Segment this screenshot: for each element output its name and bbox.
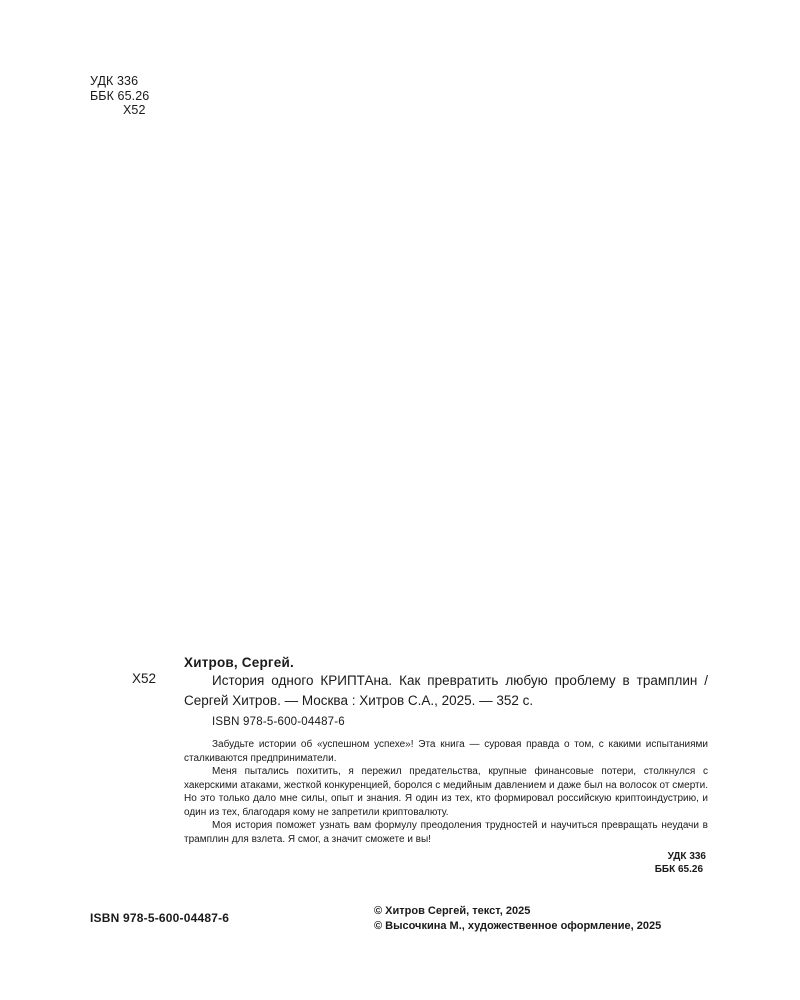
udk-code: УДК 336 (90, 74, 139, 88)
annotation-paragraph: Забудьте истории об «успешном успехе»! Эта книга — суровая правда о том, с какими испытаниями сталкиваются предприниматели. (184, 739, 708, 764)
annotation (184, 738, 708, 846)
card-udk: УДК 336 (667, 851, 706, 862)
card-bbk: ББК 65.26 (654, 864, 703, 875)
annotation-paragraph: Меня пытались похитить, я пережил предательства, крупные финансовые потери, столкнулся с хакерскими атаками, жесткой конкуренцией, боролся с медийным давлением и даже был на волосок от смерти. Но это только дало мне силы, опыт и знания. Я один из тех, кто формировал российскую криптоиндустрию, и один из тех, благодаря кому не запретили криптовалюту. (184, 766, 708, 818)
bbk-code: ББК 65.26 (90, 88, 150, 103)
catalog-card (184, 655, 708, 876)
bottom-isbn: ISBN 978-5-600-04487-6 (90, 911, 230, 925)
copyright-text: © Хитров Сергей, текст, 2025 (374, 905, 531, 917)
card-author-cipher: Х52 (132, 671, 157, 686)
copyright-design: © Высочкина М., художественное оформление, 2025 (374, 919, 662, 932)
card-title: История одного КРИПТАна. Как превратить любую проблему в трамплин / Сергей Хитров. — Москва : Хитров С.А., 2025. — 352 с. (184, 673, 708, 708)
annotation-paragraph: Моя история поможет узнать вам формулу преодоления трудностей и научиться превращать неудачи в трамплин для взлета. Я смог, а значит сможете и вы! (184, 820, 708, 845)
card-isbn: ISBN 978-5-600-04487-6 (212, 716, 345, 728)
copyright-block (374, 904, 661, 933)
card-codes (184, 850, 708, 876)
author-cipher: Х52 (123, 103, 146, 117)
classification-block (90, 74, 149, 118)
card-author: Хитров, Сергей. (184, 655, 294, 670)
